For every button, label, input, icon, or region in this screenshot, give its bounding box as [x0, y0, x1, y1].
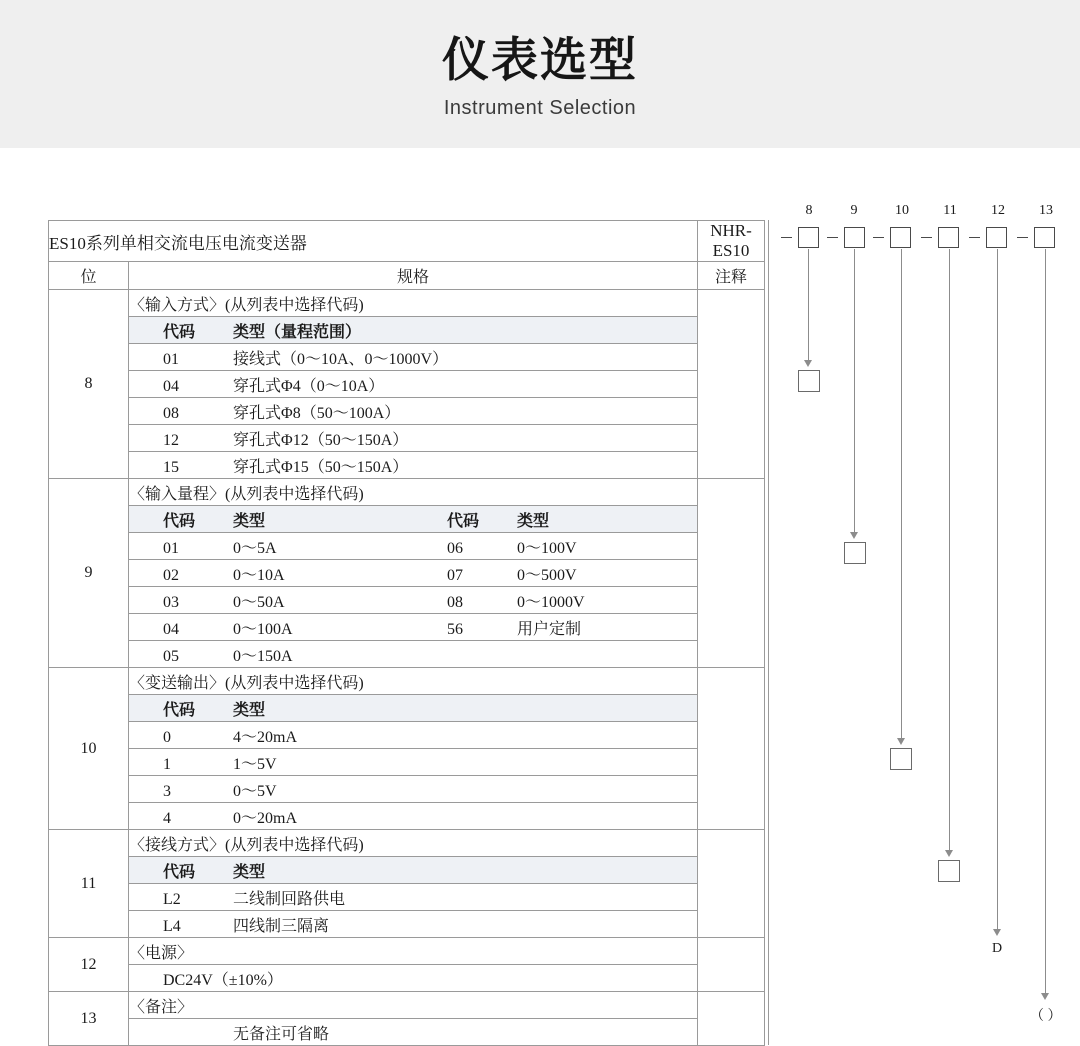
- sub-header-code-11: 代码: [163, 863, 196, 881]
- code-box-13[interactable]: [1034, 227, 1055, 248]
- table-row: [49, 398, 765, 425]
- specification-table: [48, 220, 765, 1046]
- table-row: [49, 992, 765, 1019]
- table-caption-row: [49, 221, 765, 262]
- section-note-11: [698, 830, 765, 938]
- option-type: DC24V（±10%）: [163, 971, 283, 989]
- selection-label-13: （ ）: [1030, 1009, 1062, 1024]
- model-code-diagram: [768, 148, 1080, 1045]
- table-row: [49, 911, 765, 938]
- table-row: [49, 506, 765, 533]
- table-row: [49, 533, 765, 560]
- code-number-13: 13: [1039, 203, 1053, 218]
- leader-line-13: [1045, 249, 1046, 993]
- option-type: 0～10A: [233, 566, 285, 584]
- code-box-11[interactable]: [938, 227, 959, 248]
- option-code-2: 56: [447, 620, 463, 638]
- option-code: 3: [163, 782, 171, 800]
- code-number-10: 10: [895, 203, 909, 218]
- option-type: 0～50A: [233, 593, 285, 611]
- option-type: 接线式（0～10A、0～1000V）: [233, 350, 449, 368]
- option-code: 04: [163, 620, 179, 638]
- selection-box-8[interactable]: [798, 370, 820, 392]
- code-box-12[interactable]: [986, 227, 1007, 248]
- section-position-12: 12: [49, 938, 129, 992]
- code-separator: [873, 237, 884, 238]
- option-code: L4: [163, 917, 181, 935]
- section-heading-13: 〈备注〉: [129, 992, 698, 1019]
- arrow-icon: [1041, 993, 1049, 1000]
- option-code: 0: [163, 728, 171, 746]
- leader-line-9: [854, 249, 855, 532]
- sub-header-code2-9: 代码: [447, 512, 480, 530]
- selection-box-9[interactable]: [844, 542, 866, 564]
- option-type-2: 0～1000V: [517, 593, 585, 611]
- option-type: 0～150A: [233, 647, 293, 665]
- table-caption-left: ES10系列单相交流电压电流变送器: [49, 221, 698, 262]
- table-row: [49, 560, 765, 587]
- option-type: 穿孔式Φ4（0～10A）: [233, 377, 385, 395]
- table-row: [49, 344, 765, 371]
- table-row: [49, 722, 765, 749]
- option-type: 穿孔式Φ15（50～150A）: [233, 458, 409, 476]
- page-header: [0, 0, 1080, 148]
- table-row: [49, 668, 765, 695]
- option-code: 15: [163, 458, 179, 476]
- code-separator: [1017, 237, 1028, 238]
- option-code: 03: [163, 593, 179, 611]
- option-type: 4～20mA: [233, 728, 298, 746]
- arrow-icon: [945, 850, 953, 857]
- option-type: 四线制三隔离: [233, 917, 330, 935]
- table-row: [49, 1019, 765, 1046]
- page-subtitle: Instrument Selection: [443, 96, 637, 119]
- table-row: [49, 641, 765, 668]
- option-code: 08: [163, 404, 179, 422]
- option-code: 1: [163, 755, 171, 773]
- option-code: 01: [163, 539, 179, 557]
- table-row: [49, 830, 765, 857]
- section-heading-12: 〈电源〉: [129, 938, 698, 965]
- sub-header-type-10: 类型: [233, 701, 266, 719]
- section-heading-10: 〈变送输出〉(从列表中选择代码): [129, 668, 698, 695]
- section-position-8: 8: [49, 290, 129, 479]
- leader-line-12: [997, 249, 998, 929]
- arrow-icon: [993, 929, 1001, 936]
- table-row: [49, 857, 765, 884]
- option-type: 0～5A: [233, 539, 277, 557]
- option-code: 01: [163, 350, 179, 368]
- option-type-2: 0～100V: [517, 539, 577, 557]
- selection-sheet: [0, 148, 1080, 1045]
- table-row: [49, 695, 765, 722]
- arrow-icon: [804, 360, 812, 367]
- table-caption-right: NHR-ES10: [698, 221, 765, 262]
- section-position-9: 9: [49, 479, 129, 668]
- option-code-2: 06: [447, 539, 463, 557]
- leader-line-10: [901, 249, 902, 738]
- section-heading-9: 〈输入量程〉(从列表中选择代码): [129, 479, 698, 506]
- table-row: [49, 614, 765, 641]
- code-separator: [827, 237, 838, 238]
- selection-label-12: D: [991, 941, 1003, 956]
- arrow-icon: [850, 532, 858, 539]
- option-code-2: 08: [447, 593, 463, 611]
- section-position-13: 13: [49, 992, 129, 1046]
- column-header-note: 注释: [698, 262, 765, 290]
- sub-header-code-10: 代码: [163, 701, 196, 719]
- section-note-9: [698, 479, 765, 668]
- table-row: [49, 425, 765, 452]
- code-separator: [969, 237, 980, 238]
- option-code: 12: [163, 431, 179, 449]
- code-box-10[interactable]: [890, 227, 911, 248]
- column-header-spec: 规格: [129, 262, 698, 290]
- sub-header-type-11: 类型: [233, 863, 266, 881]
- option-type-2: 0～500V: [517, 566, 577, 584]
- table-row: [49, 479, 765, 506]
- section-note-12: [698, 938, 765, 992]
- selection-box-11[interactable]: [938, 860, 960, 882]
- option-type: 穿孔式Φ12（50～150A）: [233, 431, 409, 449]
- section-position-11: 11: [49, 830, 129, 938]
- selection-box-10[interactable]: [890, 748, 912, 770]
- code-number-8: 8: [805, 203, 813, 218]
- sub-header-type-9: 类型: [233, 512, 266, 530]
- section-heading-8: 〈输入方式〉(从列表中选择代码): [129, 290, 698, 317]
- table-row: [49, 965, 765, 992]
- leader-line-11: [949, 249, 950, 850]
- option-type: 二线制回路供电: [233, 890, 346, 908]
- table-row: [49, 452, 765, 479]
- code-number-11: 11: [943, 203, 957, 218]
- leader-line-8: [808, 249, 809, 360]
- table-row: [49, 803, 765, 830]
- table-row: [49, 317, 765, 344]
- table-header-row: [49, 262, 765, 290]
- column-header-pos: 位: [49, 262, 129, 290]
- option-code: 02: [163, 566, 179, 584]
- code-box-8[interactable]: [798, 227, 819, 248]
- table-row: [49, 776, 765, 803]
- option-type: 0～20mA: [233, 809, 298, 827]
- table-row: [49, 290, 765, 317]
- table-row: [49, 749, 765, 776]
- option-type: 0～100A: [233, 620, 293, 638]
- code-separator: [921, 237, 932, 238]
- option-code-2: 07: [447, 566, 463, 584]
- code-separator: [781, 237, 792, 238]
- code-number-9: 9: [850, 203, 858, 218]
- option-type: 0～5V: [233, 782, 277, 800]
- option-code: 05: [163, 647, 179, 665]
- section-heading-11: 〈接线方式〉(从列表中选择代码): [129, 830, 698, 857]
- sub-header-code-9: 代码: [163, 512, 196, 530]
- table-row: [49, 884, 765, 911]
- table-row: [49, 587, 765, 614]
- page-title: 仪表选型: [442, 33, 638, 89]
- option-code: 4: [163, 809, 171, 827]
- arrow-icon: [897, 738, 905, 745]
- option-type: 无备注可省略: [233, 1025, 330, 1043]
- sub-header-type-8: 类型（量程范围）: [233, 323, 362, 341]
- sub-header-code-8: 代码: [163, 323, 196, 341]
- table-row: [49, 371, 765, 398]
- section-note-10: [698, 668, 765, 830]
- option-type: 1～5V: [233, 755, 277, 773]
- section-note-8: [698, 290, 765, 479]
- sub-header-type2-9: 类型: [517, 512, 550, 530]
- code-number-12: 12: [991, 203, 1005, 218]
- table-row: [49, 938, 765, 965]
- code-box-9[interactable]: [844, 227, 865, 248]
- option-code: 04: [163, 377, 179, 395]
- option-type-2: 用户定制: [517, 620, 582, 638]
- section-position-10: 10: [49, 668, 129, 830]
- option-type: 穿孔式Φ8（50～100A）: [233, 404, 401, 422]
- column-divider: [768, 220, 769, 1045]
- option-code: L2: [163, 890, 181, 908]
- section-note-13: [698, 992, 765, 1046]
